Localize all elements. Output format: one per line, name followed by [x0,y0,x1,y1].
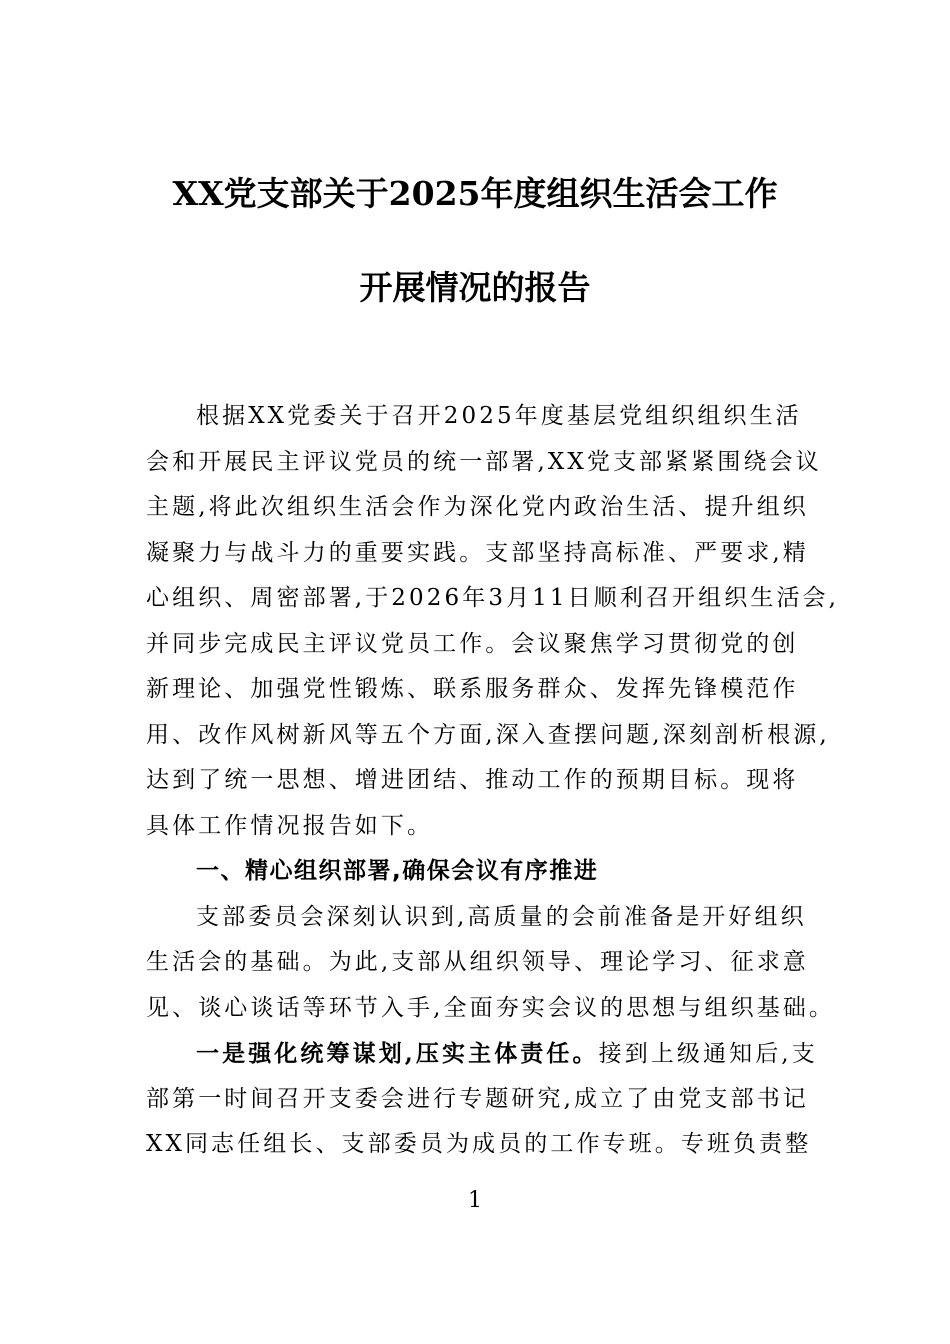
text-line: 用、改作风树新风等五个方面,深入查摆问题,深刻剖析根源, [146,721,830,748]
text-line: XX同志任组长、支部委员为成员的工作专班。专班负责整 [146,1131,812,1157]
text-line: 心组织、周密部署,于2026年3月11日顺利召开组织生活会, [146,585,840,611]
text-line [146,1031,818,1077]
text-line: 部第一时间召开支委会进行专题研究,成立了由党支部书记 [146,1085,809,1112]
paragraph-intro [146,394,840,849]
page-number: 1 [468,1188,482,1213]
text-line: 达到了统一思想、增进团结、推动工作的预期目标。现将 [146,767,799,793]
document-body [146,394,840,1168]
text-line: 见、谈心谈话等环节入手,全面夯实会议的思想与组织基础。 [146,994,836,1021]
text-line: 会和开展民主评议党员的统一部署,XX党支部紧紧围绕会议 [146,448,822,475]
text-line: 凝聚力与战斗力的重要实践。支部坚持高标准、严要求,精 [146,539,809,566]
section-heading: 一、精心组织部署,确保会议有序推进 [196,858,599,884]
text-line: 具体工作情况报告如下。 [146,812,434,839]
document-title-line-2: 开展情况的报告 [359,268,591,307]
text-line: 并同步完成民主评议党员工作。会议聚焦学习贯彻党的创 [146,630,799,657]
point-lead-rest: 接到上级通知后,支 [598,1041,818,1067]
paragraph-point-one [146,1031,818,1168]
text-line: 根据XX党委关于召开2025年度基层党组织组织生活 [196,403,802,429]
point-lead-bold: 一是强化统筹谋划,压实主体责任。 [196,1040,599,1067]
text-line: 支部委员会深刻认识到,高质量的会前准备是开好组织 [196,903,807,930]
document-title-line-1: XX党支部关于2025年度组织生活会工作 [172,174,778,213]
text-line: 新理论、加强党性锻炼、联系服务群众、发挥先锋模范作 [146,676,799,702]
paragraph-preparation [146,895,836,1032]
text-line: 生活会的基础。为此,支部从组织领导、理论学习、征求意 [146,949,809,975]
text-line: 主题,将此次组织生活会作为深化党内政治生活、提升组织 [146,494,809,520]
